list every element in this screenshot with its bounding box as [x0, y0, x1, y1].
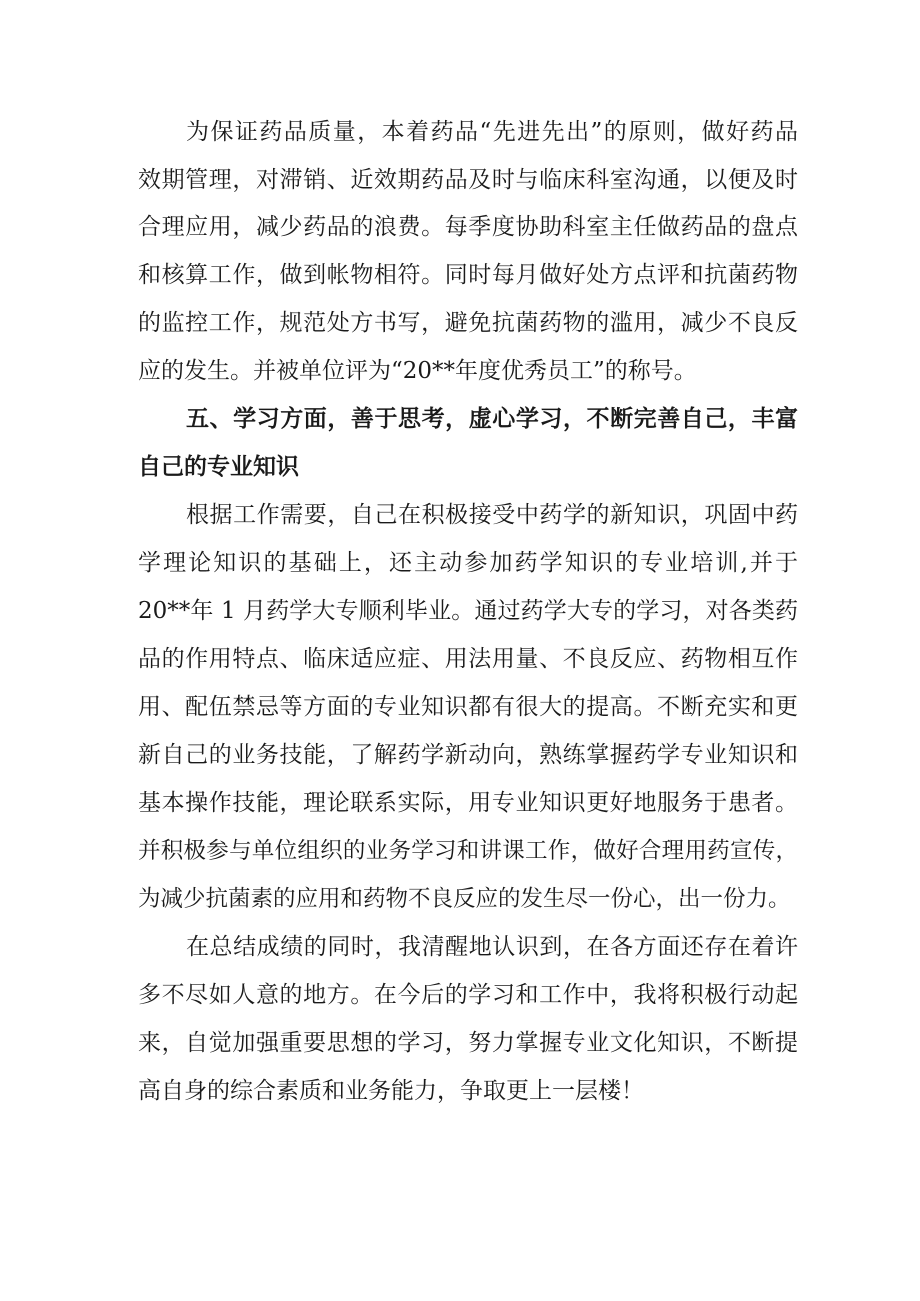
paragraph-3-line-9: 为减少抗菌素的应用和药物不良反应的发生尽一份心，出一份力。 [138, 886, 791, 912]
paragraph-3-line-5: 用、配伍禁忌等方面的专业知识都有很大的提高。不断充实和更 [138, 694, 798, 720]
paragraph-1-line-5: 的监控工作，规范处方书写，避免抗菌药物的滥用，减少不良反 [138, 310, 798, 336]
paragraph-3-line-3: 20**年 1 月药学大专顺利毕业。通过药学大专的学习，对各类药 [138, 598, 798, 624]
paragraph-4-line-3: 来，自觉加强重要思想的学习，努力掌握专业文化知识，不断提 [138, 1030, 798, 1056]
paragraph-3-line-7: 基本操作技能，理论联系实际，用专业知识更好地服务于患者。 [138, 790, 798, 816]
paragraph-1-line-6: 应的发生。并被单位评为“20**年度优秀员工”的称号。 [138, 358, 697, 384]
paragraph-4-line-2: 多不尽如人意的地方。在今后的学习和工作中，我将积极行动起 [138, 982, 798, 1008]
paragraph-3-line-2: 学理论知识的基础上，还主动参加药学知识的专业培训,并于 [138, 550, 798, 576]
paragraph-4-line-4: 高自身的综合素质和业务能力，争取更上一层楼！ [138, 1078, 644, 1104]
paragraph-3-line-6: 新自己的业务技能，了解药学新动向，熟练掌握药学专业知识和 [138, 742, 798, 768]
paragraph-1-line-1: 为保证药品质量，本着药品“先进先出”的原则，做好药品 [186, 119, 798, 145]
paragraph-1-line-2: 效期管理，对滞销、近效期药品及时与临床科室沟通，以便及时 [138, 167, 798, 193]
section-heading-line-1: 五、学习方面，善于思考，虚心学习，不断完善自己，丰富 [186, 406, 798, 432]
paragraph-1-line-4: 和核算工作，做到帐物相符。同时每月做好处方点评和抗菌药物 [138, 262, 798, 288]
section-heading-line-2: 自己的专业知识 [138, 454, 299, 480]
paragraph-3-line-1: 根据工作需要，自己在积极接受中药学的新知识，巩固中药 [186, 502, 798, 528]
paragraph-3-line-4: 品的作用特点、临床适应症、用法用量、不良反应、药物相互作 [138, 646, 798, 672]
paragraph-3-line-8: 并积极参与单位组织的业务学习和讲课工作，做好合理用药宣传， [138, 838, 798, 864]
paragraph-4-line-1: 在总结成绩的同时，我清醒地认识到，在各方面还存在着许 [186, 934, 798, 960]
paragraph-1-line-3: 合理应用，减少药品的浪费。每季度协助科室主任做药品的盘点 [138, 214, 798, 240]
